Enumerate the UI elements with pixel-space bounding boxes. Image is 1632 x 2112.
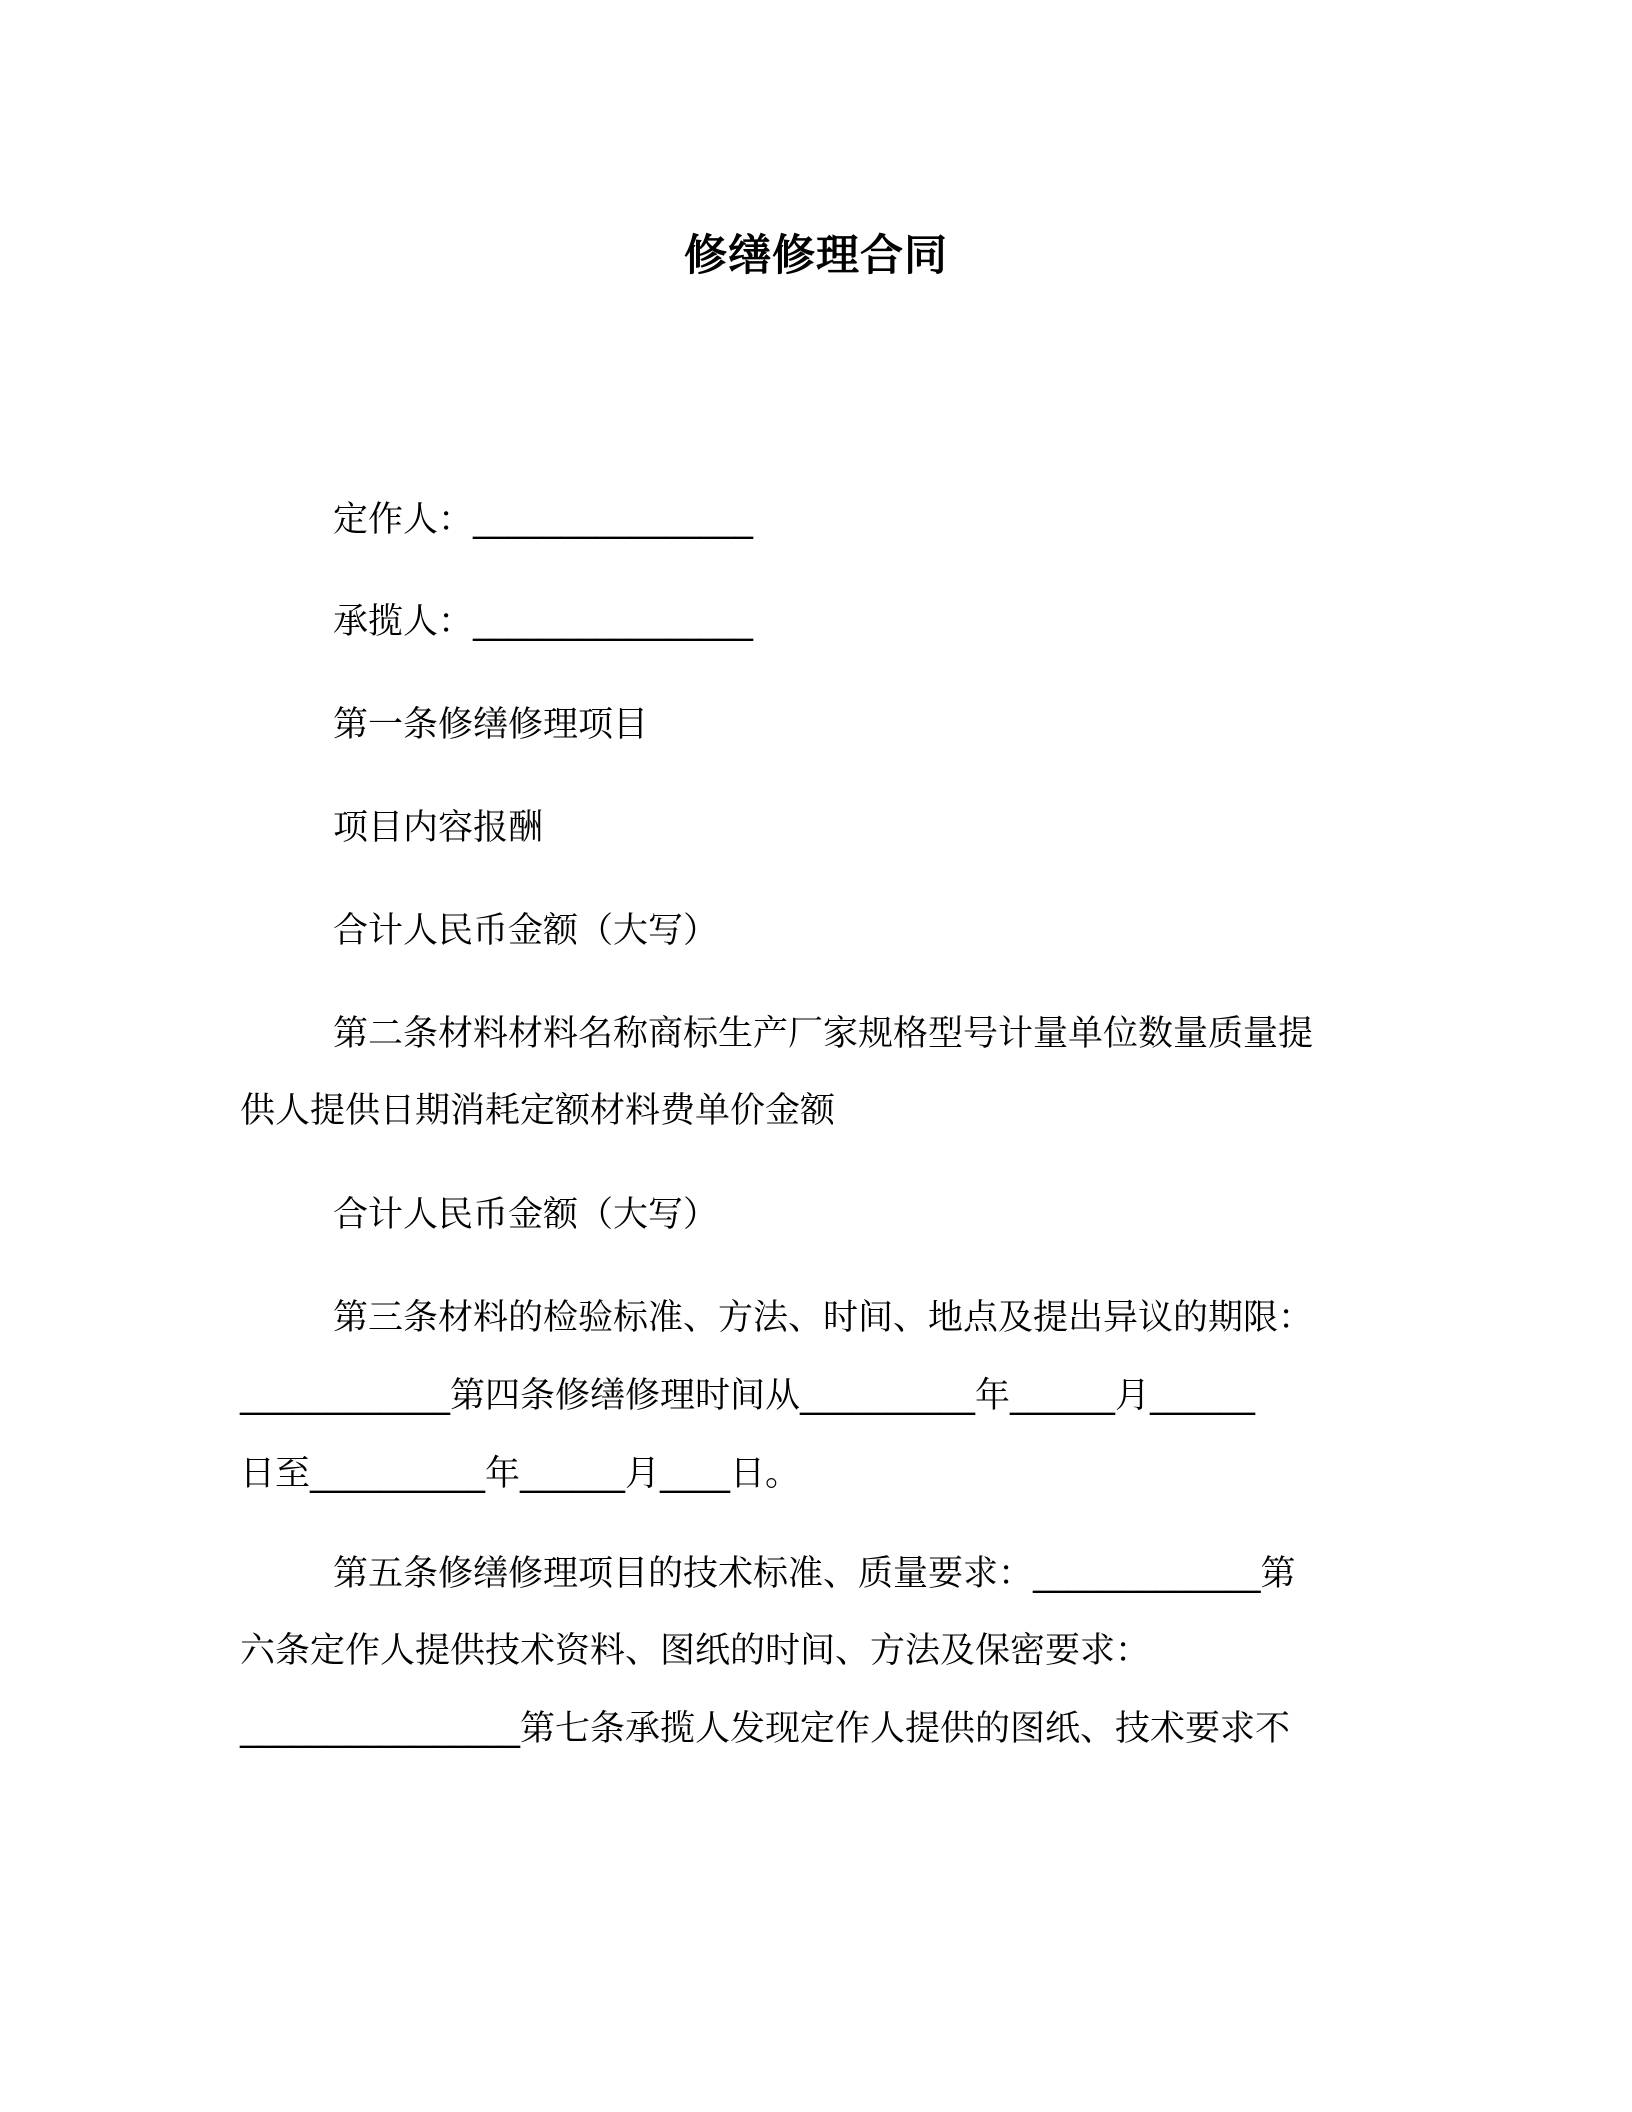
- clause-2-line-1: 第二条材料材料名称商标生产厂家规格型号计量单位数量质量提: [333, 1014, 1314, 1054]
- party-a-line: 定作人：________________: [333, 500, 754, 540]
- clause-5-line-1: 第五条修缮修理项目的技术标准、质量要求：_____________第: [333, 1554, 1296, 1594]
- document-title: 修缮修理合同: [684, 231, 948, 281]
- project-content-line: 项目内容报酬: [333, 808, 544, 848]
- clause-3-line-1: 第三条材料的检验标准、方法、时间、地点及提出异议的期限：: [333, 1298, 1314, 1338]
- clause-4-line-2: 日至__________年______月____日。: [240, 1454, 801, 1494]
- total-amount-line-2: 合计人民币金额（大写）: [333, 1195, 719, 1235]
- total-amount-line: 合计人民币金额（大写）: [333, 911, 719, 951]
- clause-6-line-1: 六条定作人提供技术资料、图纸的时间、方法及保密要求：: [240, 1631, 1151, 1671]
- clause-1-heading: 第一条修缮修理项目: [333, 705, 649, 745]
- clause-4-line-1: ____________第四条修缮修理时间从__________年______月______: [240, 1376, 1256, 1416]
- clause-2-line-2: 供人提供日期消耗定额材料费单价金额: [240, 1091, 836, 1131]
- party-b-line: 承揽人：________________: [333, 602, 754, 642]
- clause-7-line-1: ________________第七条承揽人发现定作人提供的图纸、技术要求不: [240, 1709, 1291, 1749]
